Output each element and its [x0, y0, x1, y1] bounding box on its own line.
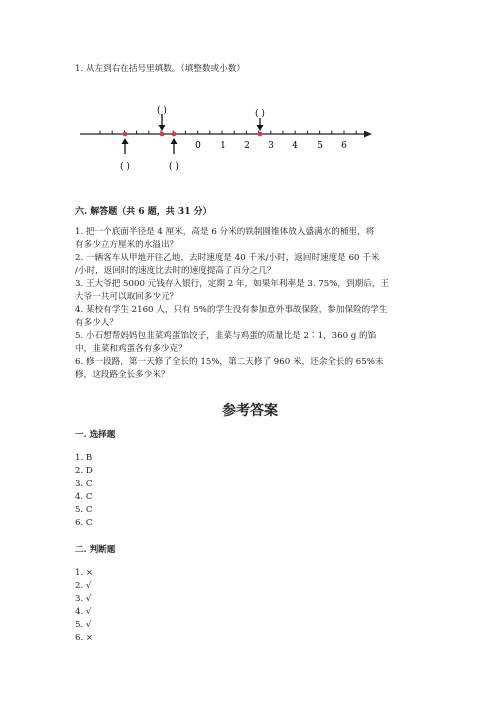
question-line: 有多少人？ [75, 318, 118, 328]
list-item: 1. B [75, 453, 93, 463]
tick-label-4: 4 [292, 141, 298, 151]
choice-heading: 一. 选择题 [75, 430, 116, 440]
tick-label-5: 5 [317, 141, 323, 151]
list-item: 4. √ [75, 607, 92, 617]
question-line: 6. 修一段路，第一天修了全长的 15%，第二天修了 960 米，还余全长的 65%未 [75, 357, 384, 367]
question-line: /小时，返回时的速度比去时的速度提高了百分之几？ [75, 266, 276, 276]
tick-label-3: 3 [268, 141, 274, 151]
section-6-heading: 六. 解答题（共 6 题，共 31 分） [75, 207, 212, 217]
tick-label-1: 1 [220, 141, 226, 151]
question-line: 有多少立方厘米的水溢出？ [75, 240, 179, 250]
answer-brackets [120, 105, 265, 172]
question-line: 4. 某校有学生 2160 人，只有 5%的学生没有参加意外事故保险，参加保险的学生 [75, 305, 388, 315]
axis-arrow-icon [364, 131, 372, 138]
list-item: 6. C [75, 518, 93, 528]
list-item: 3. √ [75, 594, 92, 604]
list-item: 4. C [75, 492, 93, 502]
point-c [172, 132, 177, 137]
arrow-down-icon [257, 118, 264, 131]
bracket-top-2: ( ) [255, 109, 265, 119]
question-line: 2. 一辆客车从甲地开往乙地，去时速度是 40 千米/小时，返回时速度是 60 千米 [75, 253, 380, 263]
arrow-up-icon [122, 138, 129, 154]
bracket-bottom-1: ( ) [120, 162, 130, 172]
list-item: 3. C [75, 479, 93, 489]
bracket-top-1: ( ) [157, 106, 167, 116]
question-line: 1. 把一个底面半径是 4 厘米，高是 6 分米的铁制圆锥体放入盛满水的桶里，将 [75, 227, 375, 237]
question-line: 中，韭菜和鸡蛋各有多少克？ [75, 344, 187, 354]
question-line: 大爷一共可以取回多少元？ [75, 292, 179, 302]
bracket-bottom-2: ( ) [169, 162, 179, 172]
list-item: 5. C [75, 505, 93, 515]
question-line: 修，这段路全长多少米？ [75, 370, 170, 380]
list-item: 6. × [75, 633, 94, 643]
arrow-up-icon [171, 138, 178, 154]
tick-labels [195, 141, 347, 151]
question-1-text: 1. 从左到右在括号里填数。（填整数或小数） [75, 64, 245, 74]
list-item: 2. D [75, 466, 93, 476]
tick-label-6: 6 [341, 141, 347, 151]
question-line: 5. 小石想帮妈妈包韭菜鸡蛋馅饺子，韭菜与鸡蛋的质量比是 2∶1，360 g 的馅 [75, 331, 377, 341]
tick-label-0: 0 [195, 141, 201, 151]
list-item: 1. × [75, 568, 94, 578]
judge-heading: 二. 判断题 [75, 545, 116, 555]
arrow-down-icon [159, 114, 166, 131]
number-line-figure [0, 0, 500, 200]
point-d [258, 132, 263, 137]
question-line: 3. 王大爷把 5000 元钱存入银行，定期 2 年，如果年利率是 3. 75%，到期后，王 [75, 279, 389, 289]
tick-label-2: 2 [244, 141, 250, 151]
list-item: 5. √ [75, 620, 92, 630]
point-a [123, 132, 128, 137]
answers-title: 参考答案 [222, 403, 278, 419]
point-b [160, 132, 165, 137]
list-item: 2. √ [75, 581, 92, 591]
